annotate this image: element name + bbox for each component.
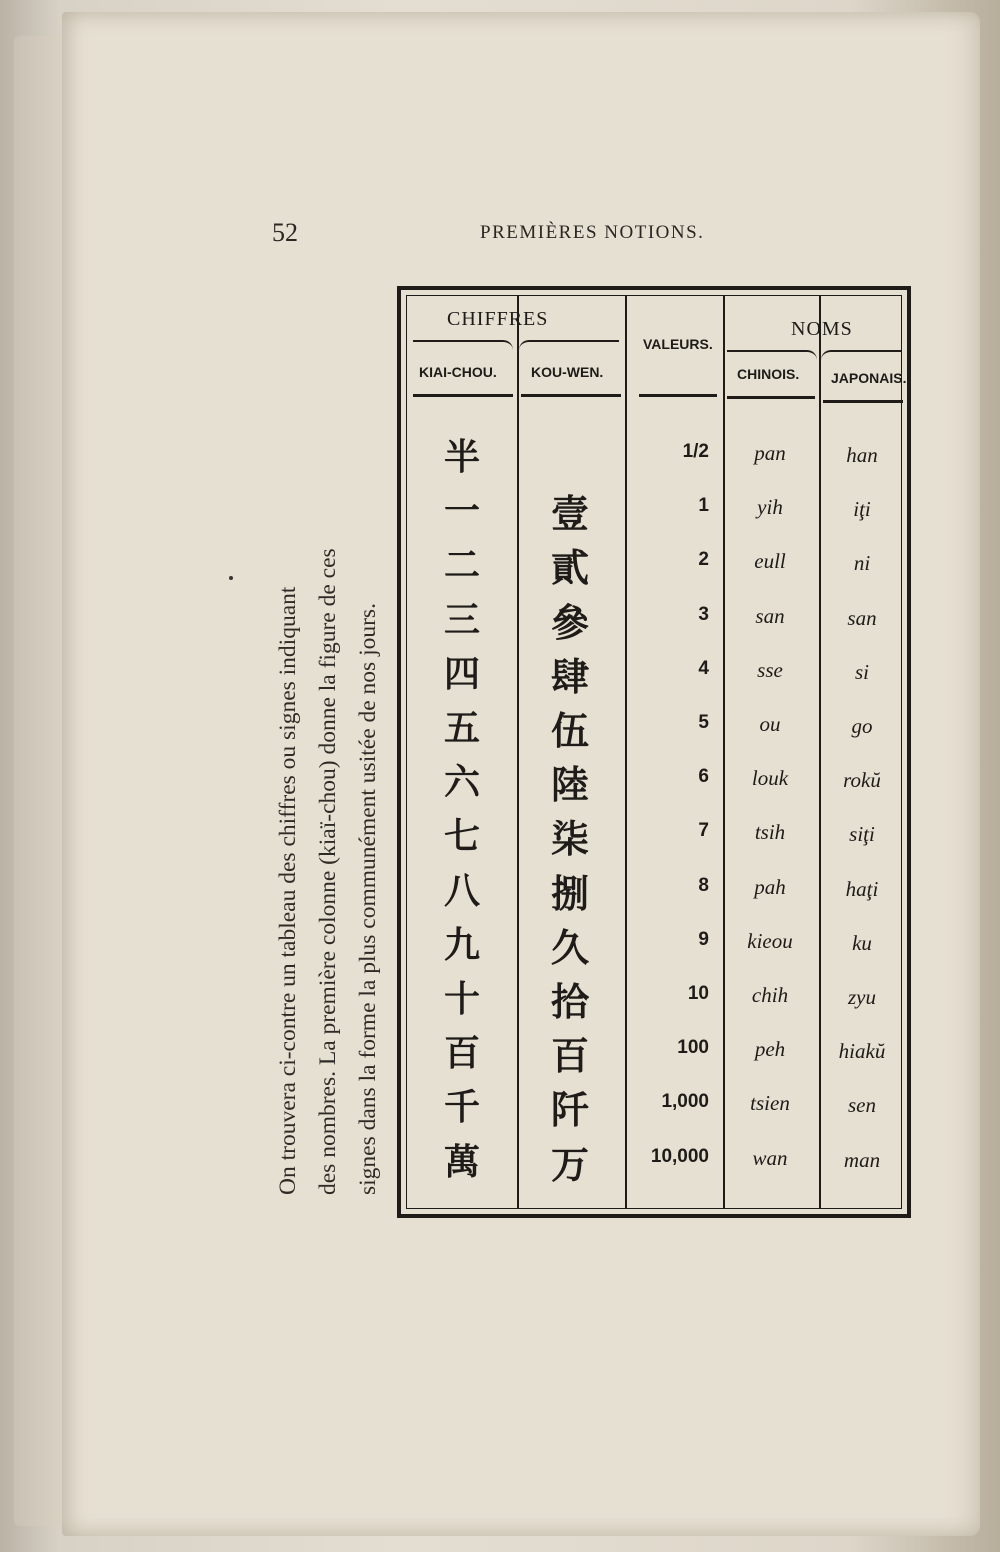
chinese-name: tsien: [750, 1091, 790, 1116]
chinese-name: eull: [754, 549, 786, 574]
table-inner-border: [406, 295, 907, 1209]
chinese-name: louk: [751, 766, 789, 791]
japanese-name: zyu: [848, 985, 876, 1009]
column-divider: [819, 296, 821, 1208]
brace-right: [821, 350, 901, 362]
body-line: On trouvera ci-contre un tableau des chiffres ou signes indiquant: [275, 586, 301, 1195]
chinese-name: tsih: [754, 820, 786, 845]
chinese-name: pan: [754, 441, 786, 465]
kai-chou-char: 八: [443, 870, 480, 912]
kou-wen-char: 拾: [550, 979, 589, 1024]
value-cell: 10: [687, 983, 709, 1004]
japanese-name: hiakŭ: [838, 1039, 886, 1064]
chinese-name: pah: [754, 874, 786, 899]
kai-chou-char: 千: [443, 1087, 480, 1129]
column-divider: [517, 296, 519, 1208]
chinese-name: yih: [757, 495, 783, 520]
kai-chou-char: 七: [443, 816, 480, 858]
value-cell: 8: [698, 874, 709, 896]
kai-chou-char: 萬: [443, 1141, 480, 1183]
header-rule: [727, 396, 815, 399]
chinese-name: sse: [757, 657, 783, 682]
kou-wen-char: 肆: [550, 653, 589, 699]
kou-wen-char: 百: [550, 1033, 589, 1079]
chinese-name: ou: [759, 712, 781, 736]
kai-chou-char: 二: [443, 545, 480, 587]
page-header: [272, 218, 792, 248]
kai-chou-char: 一: [443, 491, 480, 533]
header-rule: [639, 394, 717, 397]
header-noms: NOMS: [791, 318, 853, 340]
running-title: PREMIÈRES NOTIONS.: [480, 222, 705, 243]
japanese-name: si: [854, 659, 869, 684]
japanese-name: rokŭ: [843, 768, 881, 793]
value-cell: 10,000: [650, 1145, 709, 1167]
chinese-name: wan: [752, 1145, 788, 1170]
body-paragraph: [268, 265, 388, 1195]
japanese-name: sen: [848, 1093, 876, 1118]
japanese-name: man: [843, 1147, 881, 1172]
chinese-name: peh: [754, 1037, 786, 1062]
kou-wen-char: 柒: [550, 816, 589, 862]
kai-chou-char: 半: [443, 437, 480, 478]
kai-chou-char: 五: [443, 708, 480, 749]
kou-wen-char: 阡: [550, 1087, 589, 1133]
col-header-valeurs: VALEURS.: [643, 336, 713, 352]
ink-dot: [229, 576, 233, 580]
numerals-table: [397, 286, 911, 1218]
kou-wen-char: 久: [550, 924, 589, 970]
japanese-name: han: [846, 443, 878, 467]
kai-chou-char: 三: [443, 599, 480, 641]
header-chiffres: CHIFFRES: [447, 308, 549, 330]
brace-left: [413, 340, 513, 352]
kou-wen-char: 參: [550, 599, 589, 645]
kou-wen-char: 万: [550, 1141, 589, 1187]
value-cell: 9: [698, 928, 709, 950]
japanese-name: ni: [853, 551, 871, 576]
chinese-name: kieou: [747, 928, 793, 953]
value-cell: 6: [698, 766, 709, 788]
body-line: signes dans la forme la plus communément usitée de nos jours.: [355, 603, 381, 1195]
kou-wen-char: 壹: [550, 491, 589, 537]
col-header-chinois: CHINOIS.: [737, 366, 800, 382]
col-header-kou-wen: KOU-WEN.: [531, 364, 604, 380]
kou-wen-char: 捌: [550, 870, 589, 916]
body-line: des nombres. La première colonne (kiaï-chou) donne la figure de ces: [315, 548, 341, 1195]
kou-wen-char: 陸: [550, 762, 589, 808]
value-cell: 7: [698, 820, 709, 842]
value-cell: 1/2: [682, 441, 709, 462]
brace-left: [727, 350, 817, 362]
japanese-name: san: [847, 605, 877, 630]
kai-chou-char: 四: [443, 653, 480, 695]
value-cell: 100: [677, 1037, 709, 1059]
kou-wen-char: 貳: [550, 545, 589, 591]
japanese-name: go: [851, 714, 873, 738]
header-rule: [413, 394, 513, 397]
chinese-name: chih: [751, 983, 789, 1007]
chinese-name: san: [755, 603, 785, 628]
value-cell: 5: [698, 712, 709, 733]
japanese-name: haţi: [845, 876, 879, 901]
kou-wen-char: 伍: [550, 708, 589, 753]
col-header-kai-chou: KIAI-CHOU.: [419, 364, 497, 380]
kai-chou-char: 十: [443, 979, 480, 1020]
column-divider: [625, 296, 627, 1208]
kai-chou-char: 九: [443, 924, 480, 966]
value-cell: 4: [698, 657, 709, 679]
header-rule: [521, 394, 621, 397]
page-number: 52: [272, 218, 298, 247]
column-divider: [723, 296, 725, 1208]
value-cell: 1,000: [661, 1091, 709, 1113]
value-cell: 3: [698, 603, 709, 625]
value-cell: 2: [698, 549, 709, 571]
kai-chou-char: 百: [443, 1033, 480, 1075]
header-rule: [823, 400, 903, 403]
brace-right: [519, 340, 619, 352]
japanese-name: siţi: [849, 822, 875, 847]
japanese-name: iţi: [853, 497, 871, 522]
japanese-name: ku: [852, 930, 872, 955]
col-header-japonais: JAPONAIS.: [831, 370, 907, 386]
kai-chou-char: 六: [443, 762, 480, 804]
value-cell: 1: [698, 495, 709, 517]
